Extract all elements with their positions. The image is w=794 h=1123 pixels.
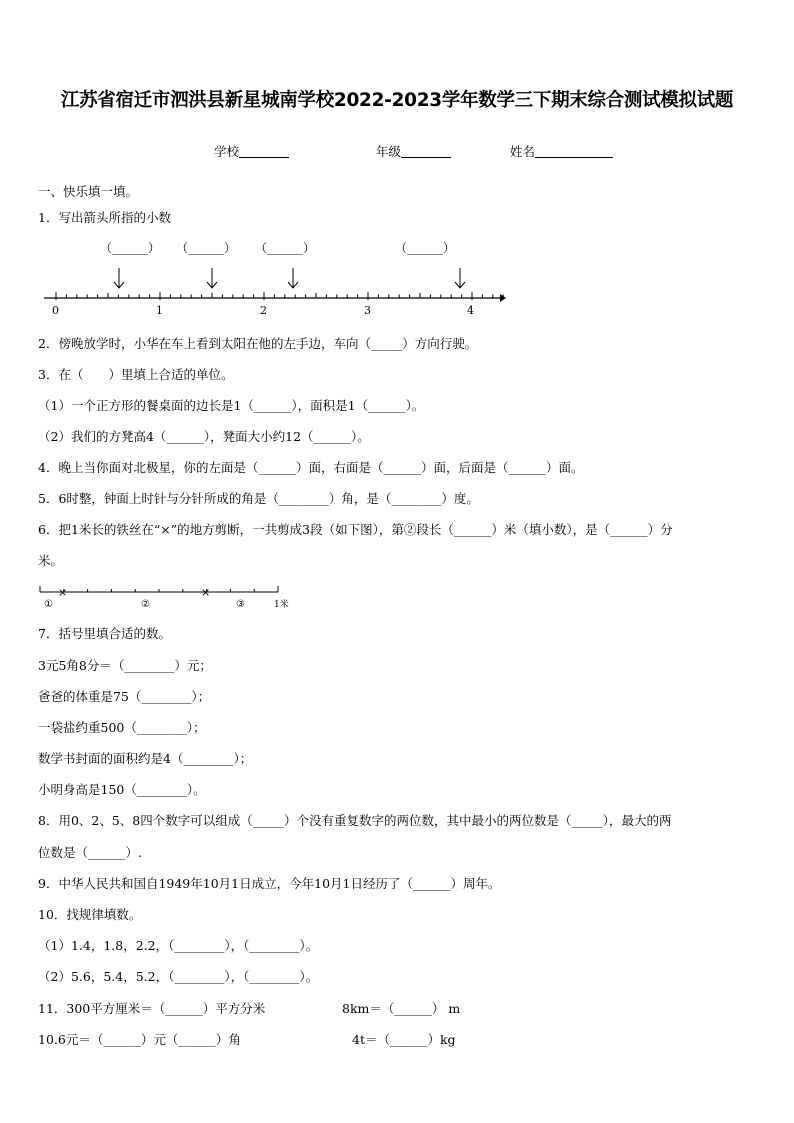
- q7-line4: 数学书封面的面积约是4（________）；: [38, 751, 253, 766]
- arrow-2: [207, 268, 217, 288]
- tick-label-4: 4: [467, 304, 474, 317]
- q3-line2: （2）我们的方凳高4（______），凳面大小约12（______）。: [38, 429, 370, 444]
- arrow-1: [114, 268, 124, 288]
- grade-label: 年级: [376, 144, 402, 159]
- arrow-blank-4: （______）: [395, 241, 456, 255]
- q8-line2: 位数是（______）.: [38, 845, 142, 860]
- arrow-blank-1: （______）: [100, 241, 161, 255]
- q11-part-b: 8km＝（______） m: [342, 1001, 461, 1016]
- name-field[interactable]: [510, 142, 613, 160]
- q2-text: 2．傍晚放学时，小华在车上看到太阳在他的左手边，车向（_____）方向行驶。: [38, 336, 478, 351]
- q7-line5: 小明身高是150（________）。: [38, 782, 206, 797]
- q3-text: 3．在（ ）里填上合适的单位。: [38, 367, 234, 382]
- q11-part-a: 11．300平方厘米＝（______）平方分米: [38, 1001, 266, 1016]
- tick-label-3: 3: [364, 304, 371, 317]
- q7-line3: 一袋盐约重500（________）；: [38, 720, 206, 735]
- segment-label-2: ②: [141, 599, 150, 610]
- tick-label-2: 2: [260, 304, 267, 317]
- school-label: 学校: [214, 144, 240, 159]
- arrow-4: [455, 268, 465, 288]
- q9-text: 9．中华人民共和国自1949年10月1日成立，今年10月1日经历了（______）周年。: [38, 876, 501, 891]
- number-line-ticks: [56, 292, 503, 300]
- q7-line2: 爸爸的体重是75（________）；: [38, 689, 211, 704]
- tick-label-0: 0: [52, 304, 59, 317]
- end-label: 1米: [274, 600, 289, 610]
- q10-text: 10．找规律填数。: [38, 907, 142, 922]
- q6-line2: 米。: [38, 553, 64, 568]
- grade-blank[interactable]: [401, 144, 451, 158]
- q3-line1: （1）一个正方形的餐桌面的边长是1（______），面积是1（______）。: [38, 398, 425, 413]
- q11-part-d: 4t＝（______）kg: [352, 1032, 456, 1047]
- q7-text: 7．括号里填合适的数。: [38, 626, 171, 641]
- wire-segment-figure: [0, 582, 300, 612]
- q7-line1: 3元5角8分＝（________）元；: [38, 658, 212, 673]
- arrow-blank-2: （______）: [176, 241, 237, 255]
- school-blank[interactable]: [239, 144, 289, 158]
- segment-label-3: ③: [236, 599, 245, 610]
- name-blank[interactable]: [535, 144, 613, 158]
- arrow-blank-3: （______）: [255, 241, 316, 255]
- tick-label-1: 1: [156, 304, 163, 317]
- q8-line1: 8．用0、2、5、8四个数字可以组成（_____）个没有重复数字的两位数，其中最小的两位数是（_____），最大的两: [38, 813, 672, 828]
- q11-part-c: 10.6元＝（______）元（______）角: [38, 1032, 241, 1047]
- q1-text: 1．写出箭头所指的小数: [38, 210, 171, 225]
- section-heading: 一、快乐填一填。: [38, 184, 139, 199]
- cut-mark-2: ×: [201, 586, 211, 599]
- page-title: 江苏省宿迁市泗洪县新星城南学校2022-2023学年数学三下期末综合测试模拟试题: [60, 90, 734, 111]
- cut-mark-1: ×: [58, 586, 68, 599]
- q10-line2: （2）5.6，5.4，5.2，（________），（________）。: [38, 969, 319, 984]
- segment-label-1: ①: [44, 599, 53, 610]
- name-label: 姓名: [510, 144, 536, 159]
- number-line-figure: [0, 232, 794, 322]
- q10-line1: （1）1.4，1.8，2.2，（________），（________）。: [38, 938, 319, 953]
- grade-field[interactable]: [376, 142, 451, 160]
- q4-text: 4．晚上当你面对北极星，你的左面是（______）面，右面是（______）面，后面是（______）面。: [38, 460, 584, 475]
- school-field[interactable]: [214, 142, 289, 160]
- wire-ticks: [40, 586, 278, 592]
- q6-line1: 6．把1米长的铁丝在“×”的地方剪断，一共剪成3段（如下图），第②段长（______）米（填小数），是（______）分: [38, 522, 673, 537]
- arrow-3: [288, 268, 298, 288]
- q5-text: 5．6时整，钟面上时针与分针所成的角是（________）角，是（________）度。: [38, 491, 479, 506]
